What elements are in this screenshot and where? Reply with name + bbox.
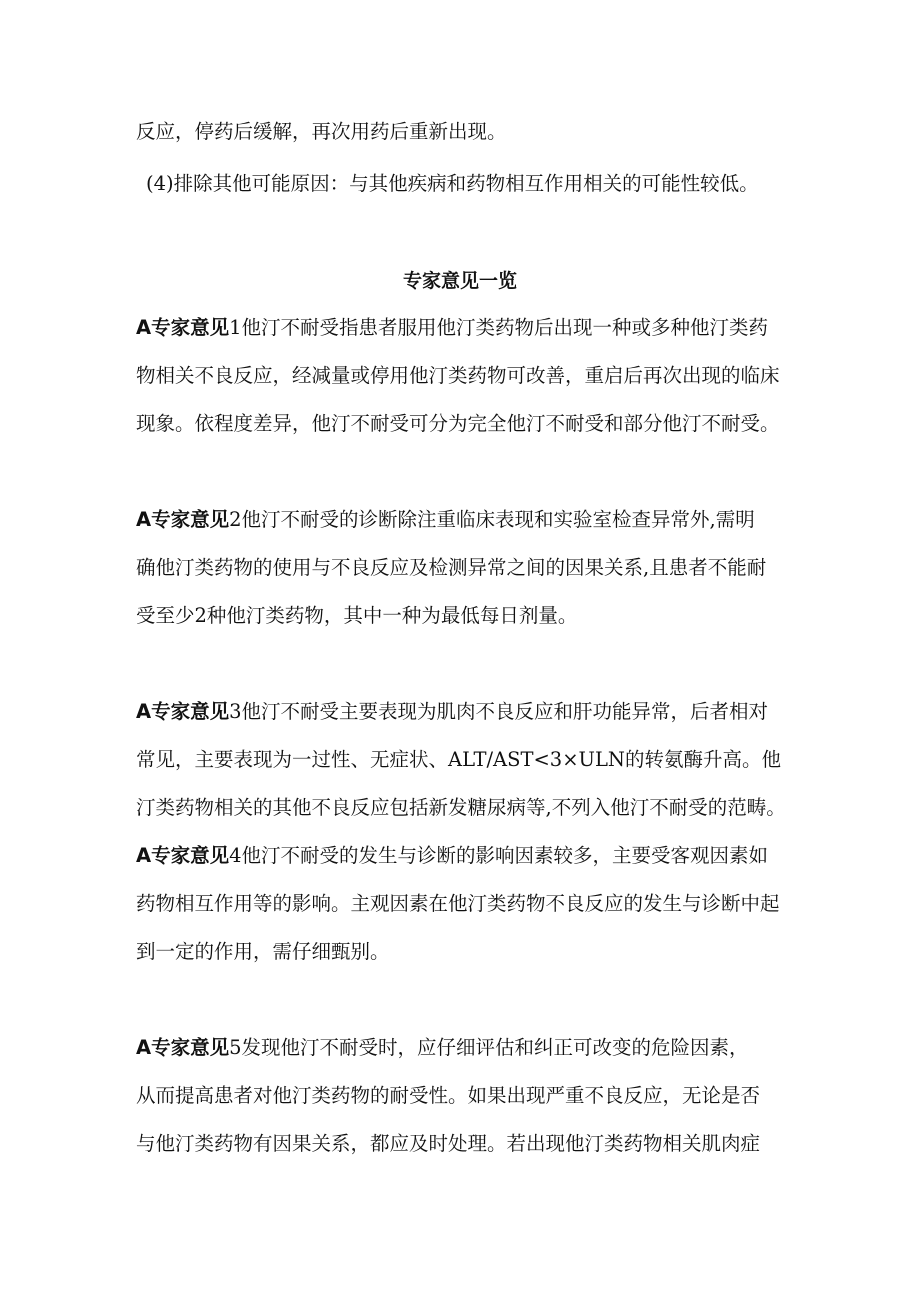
opinion-2-line-1 [136, 506, 920, 534]
opinion-label: A专家意见 [136, 316, 230, 339]
opinion-4-line-1 [136, 842, 920, 870]
opinion-label: A专家意见 [136, 1036, 230, 1059]
opinion-4-line-2: 药物相互作用等的影响。主观因素在他汀类药物不良反应的发生与诊断中起 [136, 892, 780, 915]
opinion-2-line-3: 受至少2种他汀类药物，其中一种为最低每日剂量。 [136, 604, 578, 627]
opinion-5-line-1 [136, 1034, 920, 1062]
opinion-text: 4他汀不耐受的发生与诊断的影响因素较多，主要受客观因素如 [229, 844, 769, 867]
opinion-3-line-1 [136, 698, 920, 726]
opinion-2-line-2: 确他汀类药物的使用与不良反应及检测异常之间的因果关系,且患者不能耐 [136, 556, 767, 579]
opinion-text: 3他汀不耐受主要表现为肌肉不良反应和肝功能异常，后者相对 [229, 700, 769, 723]
opinion-label: A专家意见 [136, 508, 230, 531]
opinion-3-line-2: 常见，主要表现为一过性、无症状、ALT/AST<3×ULN的转氨酶升高。他 [136, 748, 781, 771]
opinion-label: A专家意见 [136, 700, 230, 723]
opinion-5-line-2: 从而提高患者对他汀类药物的耐受性。如果出现严重不良反应，无论是否 [136, 1084, 761, 1107]
opinion-3-line-3: 汀类药物相关的其他不良反应包括新发糖尿病等,不列入他汀不耐受的范畴。 [136, 796, 786, 819]
opinion-label: A专家意见 [136, 844, 230, 867]
opinion-text: 1他汀不耐受指患者服用他汀类药物后出现一种或多种他汀类药 [229, 316, 769, 339]
opinion-text: 2他汀不耐受的诊断除注重临床表现和实验室检查异常外,需明 [229, 508, 755, 531]
opinion-1-line-2: 物相关不良反应，经减量或停用他汀类药物可改善，重启后再次出现的临床 [136, 364, 780, 387]
section-heading: 专家意见一览 [402, 270, 517, 292]
intro-line-2: (4)排除其他可能原因：与其他疾病和药物相互作用相关的可能性较低。 [146, 172, 759, 195]
opinion-1-line-1 [136, 314, 920, 342]
intro-line-1: 反应，停药后缓解，再次用药后重新出现。 [136, 120, 507, 143]
opinion-4-line-3: 到一定的作用，需仔细甄别。 [136, 940, 390, 963]
opinion-5-line-3: 与他汀类药物有因果关系，都应及时处理。若出现他汀类药物相关肌肉症 [136, 1132, 761, 1155]
opinion-1-line-3: 现象。依程度差异，他汀不耐受可分为完全他汀不耐受和部分他汀不耐受。 [136, 412, 780, 435]
opinion-text: 5发现他汀不耐受时，应仔细评估和纠正可改变的危险因素， [229, 1036, 749, 1059]
